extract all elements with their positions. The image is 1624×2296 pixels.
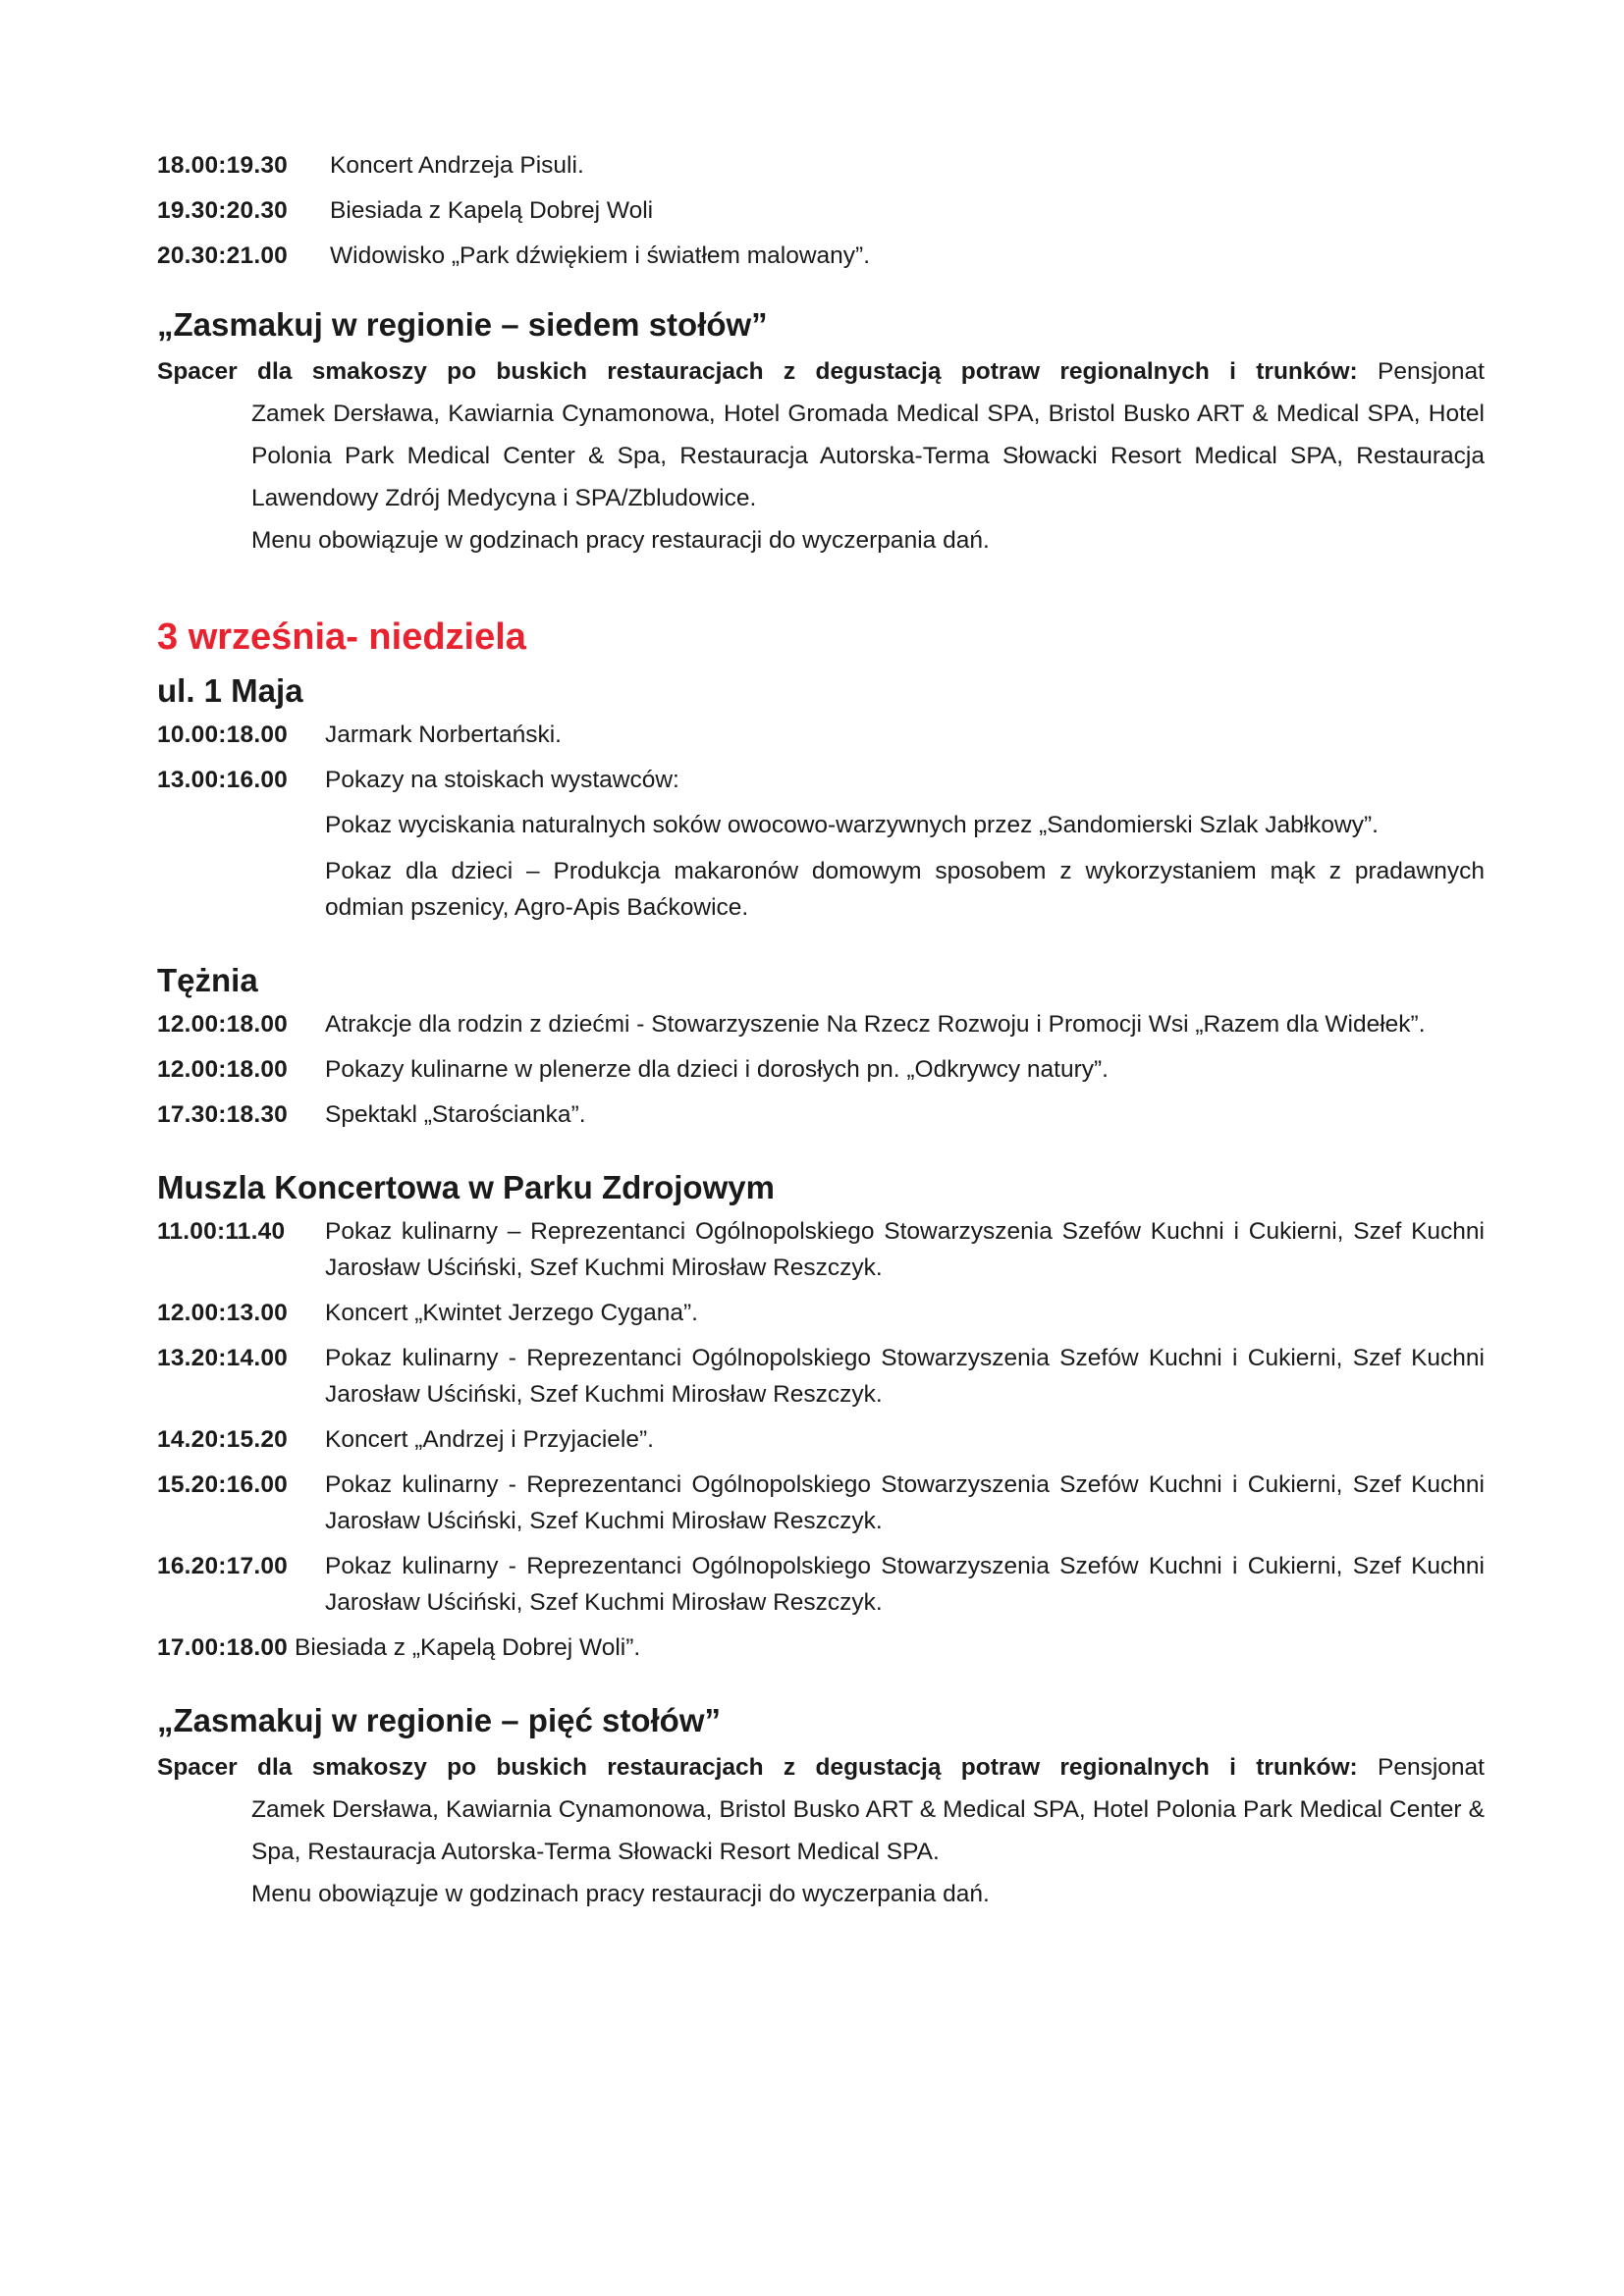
schedule-row bbox=[157, 1213, 1485, 1286]
schedule-text: Atrakcje dla rodzin z dziećmi - Stowarzyszenie Na Rzecz Rozwoju i Promocji Wsi „Razem dla Widełek”. bbox=[325, 1011, 1426, 1038]
tasting-walk-first-line-rest: Pensjonat bbox=[1378, 1754, 1485, 1781]
schedule-time: 17.30:18.30 bbox=[157, 1101, 288, 1128]
menu-note: Menu obowiązuje w godzinach pracy restauracji do wyczerpania dań. bbox=[251, 527, 990, 554]
tasting-walk-first-line bbox=[157, 350, 1485, 393]
schedule-row bbox=[157, 147, 1485, 184]
schedule-row bbox=[157, 1629, 1485, 1666]
schedule-text: Pokazy kulinarne w plenerze dla dzieci i dorosłych pn. „Odkrywcy natury”. bbox=[325, 1056, 1109, 1083]
schedule-row bbox=[157, 1467, 1485, 1539]
schedule-time: 17.00:18.00 bbox=[157, 1634, 288, 1661]
tasting-walk-heading: „Zasmakuj w regionie – pięć stołów” bbox=[157, 1702, 721, 1738]
exhibitor-show-item: Pokaz dla dzieci – Produkcja makaronów domowym sposobem z wykorzystaniem mąk z pradawnych odmian pszenicy, Agro-Apis Baćkowice. bbox=[325, 858, 1485, 921]
tasting-walk-lead: Spacer dla smakoszy po buskich restauracjach z degustacją potraw regionalnych i trunków: bbox=[157, 358, 1358, 385]
schedule-time: 13.20:14.00 bbox=[157, 1345, 288, 1371]
schedule-text: Pokaz kulinarny - Reprezentanci Ogólnopolskiego Stowarzyszenia Szefów Kuchni i Cukierni, Szef Kuchni Jarosław Uściński, Szef Kuchmi Mirosław Reszczyk. bbox=[325, 1471, 1485, 1534]
schedule-text: Widowisko „Park dźwiękiem i światłem malowany”. bbox=[330, 242, 871, 269]
exhibitor-show-item: Pokaz wyciskania naturalnych soków owocowo-warzywnych przez „Sandomierski Szlak Jabłkowy”. bbox=[325, 812, 1379, 838]
menu-note: Menu obowiązuje w godzinach pracy restauracji do wyczerpania dań. bbox=[251, 1881, 990, 1907]
tasting-walk-body: Zamek Dersława, Kawiarnia Cynamonowa, Hotel Gromada Medical SPA, Bristol Busko ART & Medical SPA, Hotel Polonia Park Medical Center & Spa, Restauracja Autorska-Terma Słowacki Resort Medical SPA, Restauracja Lawendowy Zdrój Medycyna i SPA/Zbludowice. bbox=[251, 400, 1485, 511]
schedule-row bbox=[157, 1340, 1485, 1413]
schedule-row bbox=[157, 192, 1485, 229]
schedule-time: 18.00:19.30 bbox=[157, 152, 288, 179]
tasting-walk-lead: Spacer dla smakoszy po buskich restauracjach z degustacją potraw regionalnych i trunków: bbox=[157, 1754, 1358, 1781]
schedule-text: Koncert „Andrzej i Przyjaciele”. bbox=[325, 1426, 654, 1453]
schedule-row bbox=[157, 1295, 1485, 1331]
schedule-text: Spektakl „Starościanka”. bbox=[325, 1101, 586, 1128]
schedule-time: 12.00:13.00 bbox=[157, 1300, 288, 1326]
section-heading: Tężnia bbox=[157, 962, 258, 998]
schedule-time: 13.00:16.00 bbox=[157, 767, 288, 793]
tasting-walk-body: Zamek Dersława, Kawiarnia Cynamonowa, Bristol Busko ART & Medical SPA, Hotel Polonia Park Medical Center & Spa, Restauracja Autorska-Terma Słowacki Resort Medical SPA. bbox=[251, 1796, 1485, 1865]
section-heading: Muszla Koncertowa w Parku Zdrojowym bbox=[157, 1169, 775, 1205]
schedule-text: Koncert „Kwintet Jerzego Cygana”. bbox=[325, 1300, 698, 1326]
schedule-text: Pokazy na stoiskach wystawców: bbox=[325, 767, 679, 793]
tasting-walk-description bbox=[157, 1746, 1485, 1873]
schedule-time: 10.00:18.00 bbox=[157, 721, 288, 748]
schedule-time: 14.20:15.20 bbox=[157, 1426, 288, 1453]
schedule-text: Pokaz kulinarny – Reprezentanci Ogólnopolskiego Stowarzyszenia Szefów Kuchni i Cukierni, Szef Kuchni Jarosław Uściński, Szef Kuchmi Mirosław Reszczyk. bbox=[325, 1218, 1485, 1281]
schedule-text: Koncert Andrzeja Pisuli. bbox=[330, 152, 584, 179]
day-heading: 3 września- niedziela bbox=[157, 616, 526, 658]
schedule-text: Pokaz kulinarny - Reprezentanci Ogólnopolskiego Stowarzyszenia Szefów Kuchni i Cukierni, Szef Kuchni Jarosław Uściński, Szef Kuchmi Mirosław Reszczyk. bbox=[325, 1345, 1485, 1408]
tasting-walk-description bbox=[157, 350, 1485, 519]
section-heading: ul. 1 Maja bbox=[157, 672, 303, 709]
schedule-time: 19.30:20.30 bbox=[157, 197, 288, 224]
schedule-row bbox=[157, 238, 1485, 274]
tasting-walk-heading: „Zasmakuj w regionie – siedem stołów” bbox=[157, 306, 768, 343]
schedule-time: 11.00:11.40 bbox=[157, 1218, 286, 1245]
schedule-row bbox=[157, 1548, 1485, 1621]
page-content bbox=[157, 147, 1485, 1915]
schedule-row bbox=[157, 1096, 1485, 1133]
schedule-row bbox=[157, 762, 1485, 798]
schedule-time: 16.20:17.00 bbox=[157, 1553, 288, 1579]
schedule-time: 12.00:18.00 bbox=[157, 1056, 288, 1083]
schedule-row bbox=[157, 1006, 1485, 1042]
schedule-time: 15.20:16.00 bbox=[157, 1471, 288, 1498]
tasting-walk-first-line-rest: Pensjonat bbox=[1378, 358, 1485, 385]
schedule-text: Biesiada z „Kapelą Dobrej Woli”. bbox=[294, 1634, 641, 1661]
schedule-time: 20.30:21.00 bbox=[157, 242, 288, 269]
schedule-text: Biesiada z Kapelą Dobrej Woli bbox=[330, 197, 654, 224]
schedule-text: Pokaz kulinarny - Reprezentanci Ogólnopolskiego Stowarzyszenia Szefów Kuchni i Cukierni, Szef Kuchni Jarosław Uściński, Szef Kuchmi Mirosław Reszczyk. bbox=[325, 1553, 1485, 1616]
schedule-row bbox=[157, 1051, 1485, 1088]
schedule-list bbox=[157, 147, 1485, 274]
schedule-row bbox=[157, 717, 1485, 753]
schedule-text: Jarmark Norbertański. bbox=[325, 721, 562, 748]
schedule-time: 12.00:18.00 bbox=[157, 1011, 288, 1038]
tasting-walk-first-line bbox=[157, 1746, 1485, 1789]
schedule-row bbox=[157, 1421, 1485, 1458]
